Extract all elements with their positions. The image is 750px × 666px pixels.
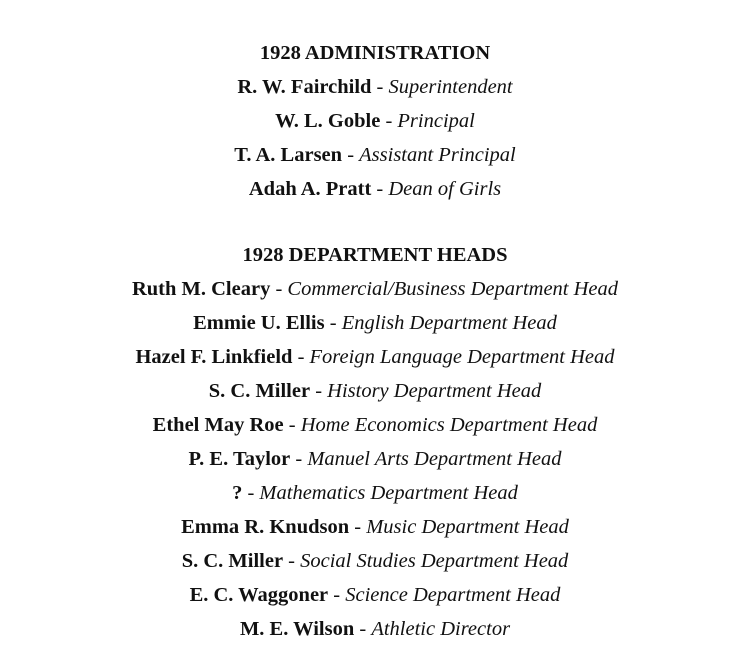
entry-role: Music Department Head [366, 516, 569, 538]
entry-name: T. A. Larsen [234, 144, 343, 166]
entry-role: Foreign Language Department Head [309, 346, 615, 368]
entry-name: M. E. Wilson [239, 618, 355, 640]
department-entry: Emma R. Knudson - Music Department Head [181, 516, 569, 538]
entry-name: ? [232, 482, 243, 504]
department-entry: P. E. Taylor - Manuel Arts Department Head [188, 448, 562, 470]
department-heads-section [0, 238, 750, 646]
entry-name: Ethel May Roe [152, 414, 284, 436]
entry-name: Hazel F. Linkfield [135, 346, 293, 368]
entry-role: History Department Head [327, 380, 542, 402]
entry-role: English Department Head [341, 312, 557, 334]
entry-name: S. C. Miller [208, 380, 311, 402]
department-entry: Hazel F. Linkfield - Foreign Language Department Head [135, 346, 615, 368]
department-heads-heading: 1928 DEPARTMENT HEADS [242, 244, 508, 266]
administration-entry: W. L. Goble - Principal [275, 110, 475, 132]
administration-entry: T. A. Larsen - Assistant Principal [234, 144, 516, 166]
entry-name: E. C. Waggoner [189, 584, 329, 606]
entry-role: Manuel Arts Department Head [307, 448, 562, 470]
department-entry: M. E. Wilson - Athletic Director [239, 618, 511, 640]
entry-role: Home Economics Department Head [300, 414, 598, 436]
department-entry: Ruth M. Cleary - Commercial/Business Department Head [131, 278, 619, 300]
department-entry: E. C. Waggoner - Science Department Head [189, 584, 561, 606]
entry-name: Emma R. Knudson [181, 516, 350, 538]
entry-role: Assistant Principal [359, 144, 516, 166]
administration-entry: Adah A. Pratt - Dean of Girls [248, 178, 502, 200]
administration-section [0, 36, 750, 206]
entry-role: Science Department Head [345, 584, 561, 606]
department-entry: ? - Mathematics Department Head [232, 482, 518, 504]
department-entry: S. C. Miller - Social Studies Department Head [181, 550, 569, 572]
entry-name: W. L. Goble [275, 110, 381, 132]
administration-entry: R. W. Fairchild - Superintendent [237, 76, 513, 98]
entry-role: Commercial/Business Department Head [287, 278, 619, 300]
entry-role: Dean of Girls [388, 178, 502, 200]
department-entry: Ethel May Roe - Home Economics Department Head [152, 414, 598, 436]
entry-name: S. C. Miller [181, 550, 284, 572]
entry-name: Adah A. Pratt [248, 178, 372, 200]
entry-role: Mathematics Department Head [259, 482, 518, 504]
department-entry: Emmie U. Ellis - English Department Head [193, 312, 557, 334]
entry-role: Superintendent [388, 76, 513, 98]
entry-name: Emmie U. Ellis [193, 312, 325, 334]
entry-role: Athletic Director [371, 618, 511, 640]
entry-name: R. W. Fairchild [237, 76, 372, 98]
entry-role: Principal [397, 110, 475, 132]
entry-name: P. E. Taylor [188, 448, 291, 470]
administration-heading: 1928 ADMINISTRATION [259, 42, 491, 64]
department-entry: S. C. Miller - History Department Head [208, 380, 542, 402]
entry-name: Ruth M. Cleary [131, 278, 271, 300]
entry-role: Social Studies Department Head [300, 550, 569, 572]
